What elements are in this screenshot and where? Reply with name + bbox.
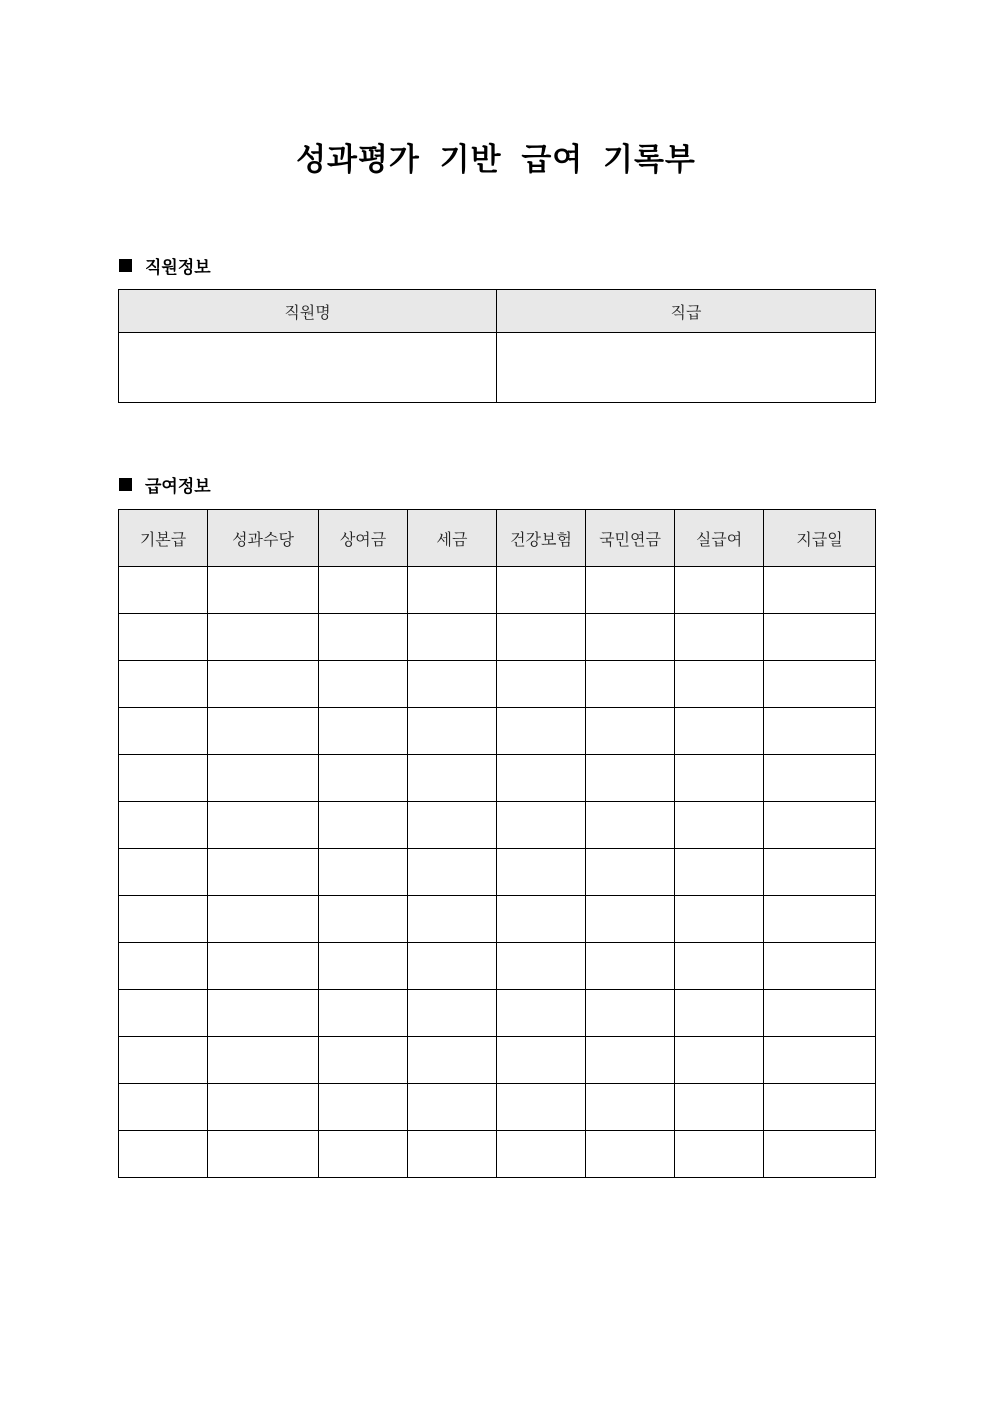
table-cell[interactable] xyxy=(119,990,208,1037)
header-health-insurance: 건강보험 xyxy=(497,510,586,567)
table-cell[interactable] xyxy=(408,1037,497,1084)
table-cell[interactable] xyxy=(497,661,586,708)
table-cell[interactable] xyxy=(119,849,208,896)
table-cell[interactable] xyxy=(764,1131,876,1178)
table-cell[interactable] xyxy=(408,990,497,1037)
table-cell[interactable] xyxy=(675,849,764,896)
header-pay-date: 지급일 xyxy=(764,510,876,567)
table-row xyxy=(119,896,876,943)
table-cell[interactable] xyxy=(408,755,497,802)
header-bonus: 상여금 xyxy=(319,510,408,567)
table-cell[interactable] xyxy=(408,567,497,614)
table-cell[interactable] xyxy=(408,849,497,896)
square-bullet-icon xyxy=(119,259,132,272)
salary-section-label: 급여정보 xyxy=(145,476,211,497)
table-cell[interactable] xyxy=(497,943,586,990)
table-cell[interactable] xyxy=(675,1131,764,1178)
employee-info-table xyxy=(118,289,876,403)
table-row xyxy=(119,567,876,614)
table-cell[interactable] xyxy=(497,802,586,849)
table-cell[interactable] xyxy=(497,567,586,614)
table-cell[interactable] xyxy=(119,943,208,990)
table-row xyxy=(119,1084,876,1131)
header-base-salary: 기본급 xyxy=(119,510,208,567)
salary-header-row xyxy=(119,510,876,567)
table-cell[interactable] xyxy=(764,990,876,1037)
table-cell[interactable] xyxy=(408,661,497,708)
table-cell[interactable] xyxy=(586,943,675,990)
table-cell[interactable] xyxy=(208,567,319,614)
table-cell[interactable] xyxy=(119,802,208,849)
table-cell[interactable] xyxy=(119,755,208,802)
table-cell[interactable] xyxy=(675,896,764,943)
table-cell[interactable] xyxy=(764,896,876,943)
table-cell[interactable] xyxy=(408,943,497,990)
table-cell[interactable] xyxy=(675,1037,764,1084)
table-cell[interactable] xyxy=(764,1037,876,1084)
table-row xyxy=(119,1037,876,1084)
table-row xyxy=(119,943,876,990)
table-cell[interactable] xyxy=(675,614,764,661)
table-cell[interactable] xyxy=(319,849,408,896)
table-cell[interactable] xyxy=(119,661,208,708)
table-cell[interactable] xyxy=(497,755,586,802)
table-cell[interactable] xyxy=(319,802,408,849)
table-cell[interactable] xyxy=(208,1131,319,1178)
document-title: 성과평가 기반 급여 기록부 xyxy=(296,142,696,178)
salary-info-table xyxy=(118,509,876,1178)
table-cell[interactable] xyxy=(119,1084,208,1131)
table-cell[interactable] xyxy=(408,1084,497,1131)
table-cell[interactable] xyxy=(675,990,764,1037)
table-cell[interactable] xyxy=(119,614,208,661)
table-cell[interactable] xyxy=(319,1131,408,1178)
table-cell[interactable] xyxy=(119,708,208,755)
table-cell[interactable] xyxy=(586,849,675,896)
table-cell[interactable] xyxy=(319,990,408,1037)
table-cell[interactable] xyxy=(586,567,675,614)
table-row xyxy=(119,755,876,802)
table-cell[interactable] xyxy=(586,1131,675,1178)
header-position: 직급 xyxy=(497,290,876,333)
table-cell[interactable] xyxy=(764,802,876,849)
table-cell[interactable] xyxy=(208,755,319,802)
employee-value-row xyxy=(119,333,876,403)
table-cell[interactable] xyxy=(497,896,586,943)
table-cell[interactable] xyxy=(408,896,497,943)
table-cell[interactable] xyxy=(408,614,497,661)
employee-name-field[interactable] xyxy=(119,333,497,403)
employee-section-label: 직원정보 xyxy=(145,257,211,278)
salary-section-heading xyxy=(119,472,211,496)
table-cell[interactable] xyxy=(319,567,408,614)
table-cell[interactable] xyxy=(497,990,586,1037)
table-cell[interactable] xyxy=(675,943,764,990)
table-cell[interactable] xyxy=(675,708,764,755)
table-cell[interactable] xyxy=(586,896,675,943)
table-cell[interactable] xyxy=(119,1131,208,1178)
table-cell[interactable] xyxy=(764,614,876,661)
table-cell[interactable] xyxy=(208,708,319,755)
table-cell[interactable] xyxy=(208,1084,319,1131)
table-cell[interactable] xyxy=(208,849,319,896)
table-cell[interactable] xyxy=(586,990,675,1037)
table-cell[interactable] xyxy=(319,896,408,943)
table-cell[interactable] xyxy=(497,849,586,896)
position-field[interactable] xyxy=(497,333,876,403)
table-cell[interactable] xyxy=(208,943,319,990)
table-row xyxy=(119,802,876,849)
employee-header-row xyxy=(119,290,876,333)
table-cell[interactable] xyxy=(764,567,876,614)
table-cell[interactable] xyxy=(497,708,586,755)
table-cell[interactable] xyxy=(586,802,675,849)
table-cell[interactable] xyxy=(497,1084,586,1131)
table-cell[interactable] xyxy=(497,614,586,661)
table-cell[interactable] xyxy=(119,896,208,943)
header-tax: 세금 xyxy=(408,510,497,567)
table-row xyxy=(119,990,876,1037)
table-cell[interactable] xyxy=(764,661,876,708)
table-cell[interactable] xyxy=(408,802,497,849)
table-cell[interactable] xyxy=(319,614,408,661)
table-cell[interactable] xyxy=(764,849,876,896)
table-cell[interactable] xyxy=(675,661,764,708)
table-cell[interactable] xyxy=(764,755,876,802)
table-cell[interactable] xyxy=(764,1084,876,1131)
table-cell[interactable] xyxy=(586,661,675,708)
table-cell[interactable] xyxy=(586,708,675,755)
table-cell[interactable] xyxy=(208,990,319,1037)
table-row xyxy=(119,1131,876,1178)
header-employee-name: 직원명 xyxy=(119,290,497,333)
table-cell[interactable] xyxy=(319,1037,408,1084)
table-cell[interactable] xyxy=(119,567,208,614)
table-row xyxy=(119,661,876,708)
table-cell[interactable] xyxy=(208,1037,319,1084)
table-cell[interactable] xyxy=(208,896,319,943)
table-row xyxy=(119,708,876,755)
table-cell[interactable] xyxy=(586,1084,675,1131)
table-cell[interactable] xyxy=(319,943,408,990)
table-cell[interactable] xyxy=(586,755,675,802)
header-national-pension: 국민연금 xyxy=(586,510,675,567)
table-cell[interactable] xyxy=(497,1131,586,1178)
table-cell[interactable] xyxy=(408,1131,497,1178)
table-cell[interactable] xyxy=(497,1037,586,1084)
table-cell[interactable] xyxy=(764,943,876,990)
table-cell[interactable] xyxy=(675,1084,764,1131)
table-cell[interactable] xyxy=(208,661,319,708)
table-row xyxy=(119,614,876,661)
table-cell[interactable] xyxy=(319,755,408,802)
table-cell[interactable] xyxy=(586,1037,675,1084)
table-cell[interactable] xyxy=(208,614,319,661)
table-row xyxy=(119,849,876,896)
table-cell[interactable] xyxy=(208,802,319,849)
table-cell[interactable] xyxy=(675,755,764,802)
table-cell[interactable] xyxy=(408,708,497,755)
employee-section-heading xyxy=(119,253,211,277)
table-cell[interactable] xyxy=(319,1084,408,1131)
table-cell[interactable] xyxy=(319,661,408,708)
table-cell[interactable] xyxy=(675,567,764,614)
salary-table-body xyxy=(119,567,876,1178)
table-cell[interactable] xyxy=(586,614,675,661)
header-net-pay: 실급여 xyxy=(675,510,764,567)
table-cell[interactable] xyxy=(319,708,408,755)
square-bullet-icon xyxy=(119,478,132,491)
header-performance-allowance: 성과수당 xyxy=(208,510,319,567)
table-cell[interactable] xyxy=(764,708,876,755)
table-cell[interactable] xyxy=(119,1037,208,1084)
table-cell[interactable] xyxy=(675,802,764,849)
